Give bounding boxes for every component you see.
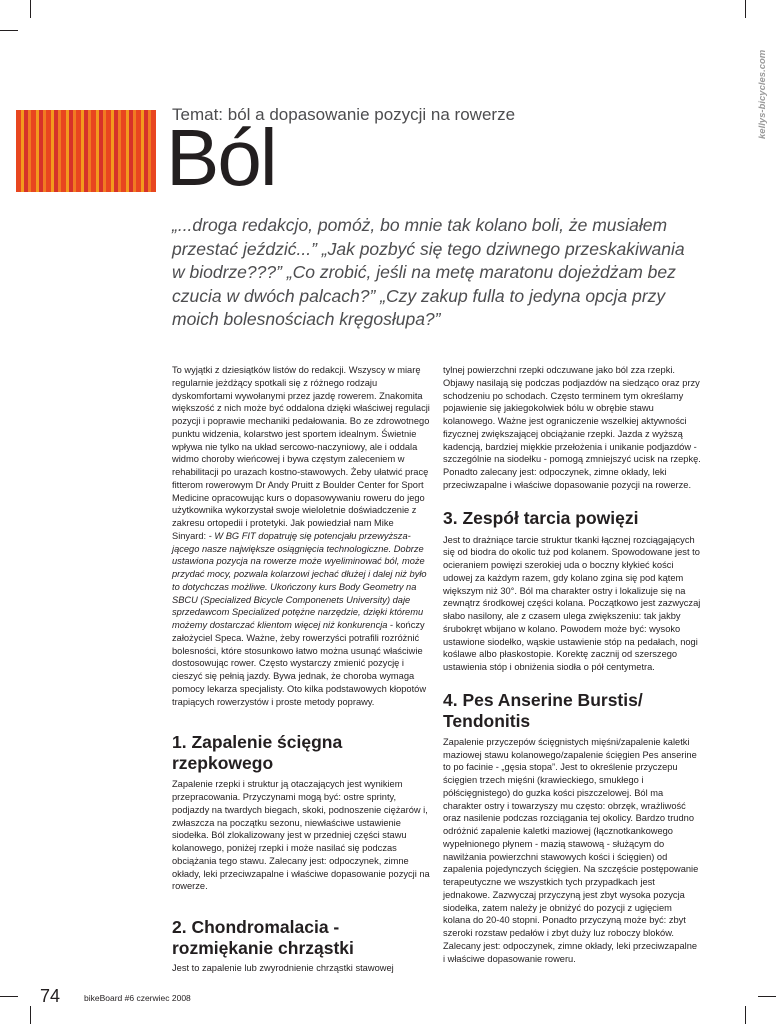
section-4-body: Zapalenie przyczepów ścięgnistych mięśni/zapalenie kaletki maziowej stawu kolanowego/zapalenie ścięgien Pes anserine to po facinie - „gęsia stopa”. Jest to określenie przyczepu ścięgien trzech mięśni (krawieckiego, smukłego i półścięgnistego) do guzka kości piszczelowej. Ból ma charakter ostry i towarzyszy mu często: obrzęk, wrażliwość oraz nasilenie podczas rozciągania tej okolicy. Bardzo trudno odróżnić zapalenie kaletki maziowej (łącznotkankowego wypełnionego płynem - mazią stawową - służącym do nawilżania powierzchni stawowych kości i ścięgien) od zapalenia pojedynczych ścięgien. Na szczęście postępowanie terapeutyczne we wszystkich tych przypadkach jest jednakowe. Zazwyczaj przyczyną jest zbyt wysoka pozycja siodełka, zatem należy je obniżyć do pozycji z ugięciem kolana do 20-40 stopni. Ponadto przyczyną może być: zbyt szeroki rozstaw pedałów i zbyt duży luz roboczy bloków. Zalecany jest: odpoczynek, zimne okłady, leki przeciwzapalne i właściwe dopasowanie roweru. — [443, 736, 699, 964]
crop-mark — [758, 996, 776, 997]
section-4-title: 4. Pes Anserine Burstis/ Tendonitis — [443, 689, 643, 731]
intro-paragraph — [172, 364, 430, 708]
page-number: 74 — [40, 986, 61, 1006]
section-2-body: Jest to zapalenie lub zwyrodnienie chrząstki stawowej — [172, 963, 394, 973]
section-2-title: 2. Chondromalacia - rozmiękanie chrząstki — [172, 917, 354, 958]
intro-quote: W BG FIT dopatruję się potencjału przewyższającego nasze największe osiągnięcia technologiczne. Dobrze ustawiona pozycja na rowerze może wyeliminować ból, może przydać mocy, pozwala kolarzowi jechać dłużej i dalej niż było to dotychczas możliwe. Ukończony kurs Body Geometry na SBCU (Specialized Bicycle Componenets University) daje sprzedawcom Specialized potężne narzędzie, dzięki któremu możemy dostarczać klientom więcej niż konkurencja — [172, 530, 427, 630]
crop-mark — [0, 30, 18, 31]
issue-info: bikeBoard #6 czerwiec 2008 — [84, 993, 191, 1003]
section-1-title: 1. Zapalenie ścięgna rzepkowego — [172, 732, 343, 774]
crop-mark — [0, 996, 18, 997]
site-url-vertical — [757, 40, 769, 150]
crop-mark — [30, 0, 31, 18]
crop-mark — [745, 0, 746, 18]
section-2-body-continued: tylnej powierzchni rzepki odczuwane jako ból zza rzepki. Objawy nasilają się podczas podjazdów na siedząco oraz przy schodzeniu po schodach. Często terminem tym określamy pojawienie się jakiegokolwiek bólu w obrębie stawu kolanowego. Ważne jest ograniczenie wszelkiej aktywności fizycznej zwiększającej obciążanie rzepki. Jazda z wyższą kadencją, bardziej miękkie przełożenia i unikanie podjazdów - szczególnie na siodełku - pomogą zmniejszyć ucisk na rzepkę. Ponadto zalecany jest: odpoczynek, zimne okłady, leki przeciwzapalne i właściwe dopasowanie pozycji na rowerze. — [443, 365, 701, 490]
section-1-body: Zapalenie rzepki i struktur ją otaczających jest wynikiem przepracowania. Przyczynami mogą być: ostre sprinty, podjazdy na twardych biegach, skoki, podnoszenie ciężarów i, zwłaszcza na początku sezonu, niewłaściwe ustawienie siodełka. Ból zlokalizowany jest w przedniej części stawu kolanowego, poniżej rzepki i może nasilać się podczas obciążania tego stawu. Zalecany jest: odpoczynek, zimne okłady, leki przeciwzapalne i właściwe dopasowanie pozycji na rowerze. — [172, 779, 430, 892]
column-left — [172, 364, 430, 975]
intro-text-end: - kończy założyciel Speca. Ważne, żeby rowerzyści potrafili rozróżnić bolesności, które stosunkowo łatwo można usunąć właściwie dostosowując rower. Często wystarczy zmienić pozycję i cieszyć się pełnią jazdy. Bywa jednak, że choroba wymaga pomocy lekarza specjalisty. Oto kilka podstawowych kłopotów trapiących rowerzystów i proste metody poprawy. — [172, 620, 427, 707]
crop-mark — [30, 1006, 31, 1024]
section-3-body: Jest to drażniące tarcie struktur tkanki łącznej rozciągających się od biodra do okolic tuż pod kolanem. Spowodowane jest to ocieraniem powięzi szerokiej uda o boczny kłykieć kości udowej za każdym razem, gdy kolano zgina się pod kątem większym niż 30°. Ból ma charakter ostry i lokalizuje się na zewnątrz środkowej części kolana. Początkowo jest zazwyczaj słabo nasilony, ale z czasem ulega zwiększeniu: tak jakby śrubokręt wbijano w kolano. Powodem może być: wysoko ustawione siodełko, wąskie ustawienie stóp na pedałach, nogi koślawe albo płaskostopie. Korektę zacznij od szerszego ustawienia stóp i obniżenia siodła o pół centymetra. — [443, 534, 701, 672]
intro-text: To wyjątki z dziesiątków listów do redakcji. Wszyscy w miarę regularnie jeżdżący spotkali się z różnego rodzaju dyskomfortami wywołanymi przez jazdę rowerem. Znakomita większość z nich może być oddalona dzięki właściwej regulacji pozycji i poprawie mechaniki pedałowania. Bo ze zdrowotnego punktu widzenia, kolarstwo jest sportem idealnym. Świetnie wpływa nie tylko na układ sercowo-naczyniowy, ale i oddala widmo choroby wieńcowej i bywa częstym zaleceniem w rehabilitacji po urazach kostno-stawowych. Żeby ułatwić pracę fitterom rowerowym Dr Andy Pruitt z Boulder Center for Sport Medicine opracowując kurs o dopasowywaniu roweru do jego użytkownika wykorzystał swoje wieloletnie doświadczenie z zakresu ortopedii i protetyki. Jak powiedział nam Mike Sinyard: - — [172, 365, 430, 541]
column-right — [443, 364, 701, 965]
site-url: kellys-bicycles.com — [757, 49, 768, 139]
article-lead: „...droga redakcjo, pomóż, bo mnie tak kolano boli, że musiałem przestać jeździć...” „Jak pozbyć się tego dziwnego przeskakiwania w biodrze???” „Co zrobić, jeśli na metę maratonu dojeżdżam bez czucia w dwóch palcach?” „Czy zakup fulla to jedyna opcja przy moich bolesnościach kręgosłupa?” — [172, 215, 685, 330]
article-headline: Ból — [166, 113, 276, 202]
stripe-decoration — [16, 110, 156, 192]
section-3-title: 3. Zespół tarcia powięzi — [443, 507, 639, 528]
article-topic: Temat: ból a dopasowanie pozycji na rowerze — [172, 105, 516, 124]
crop-mark — [745, 1006, 746, 1024]
